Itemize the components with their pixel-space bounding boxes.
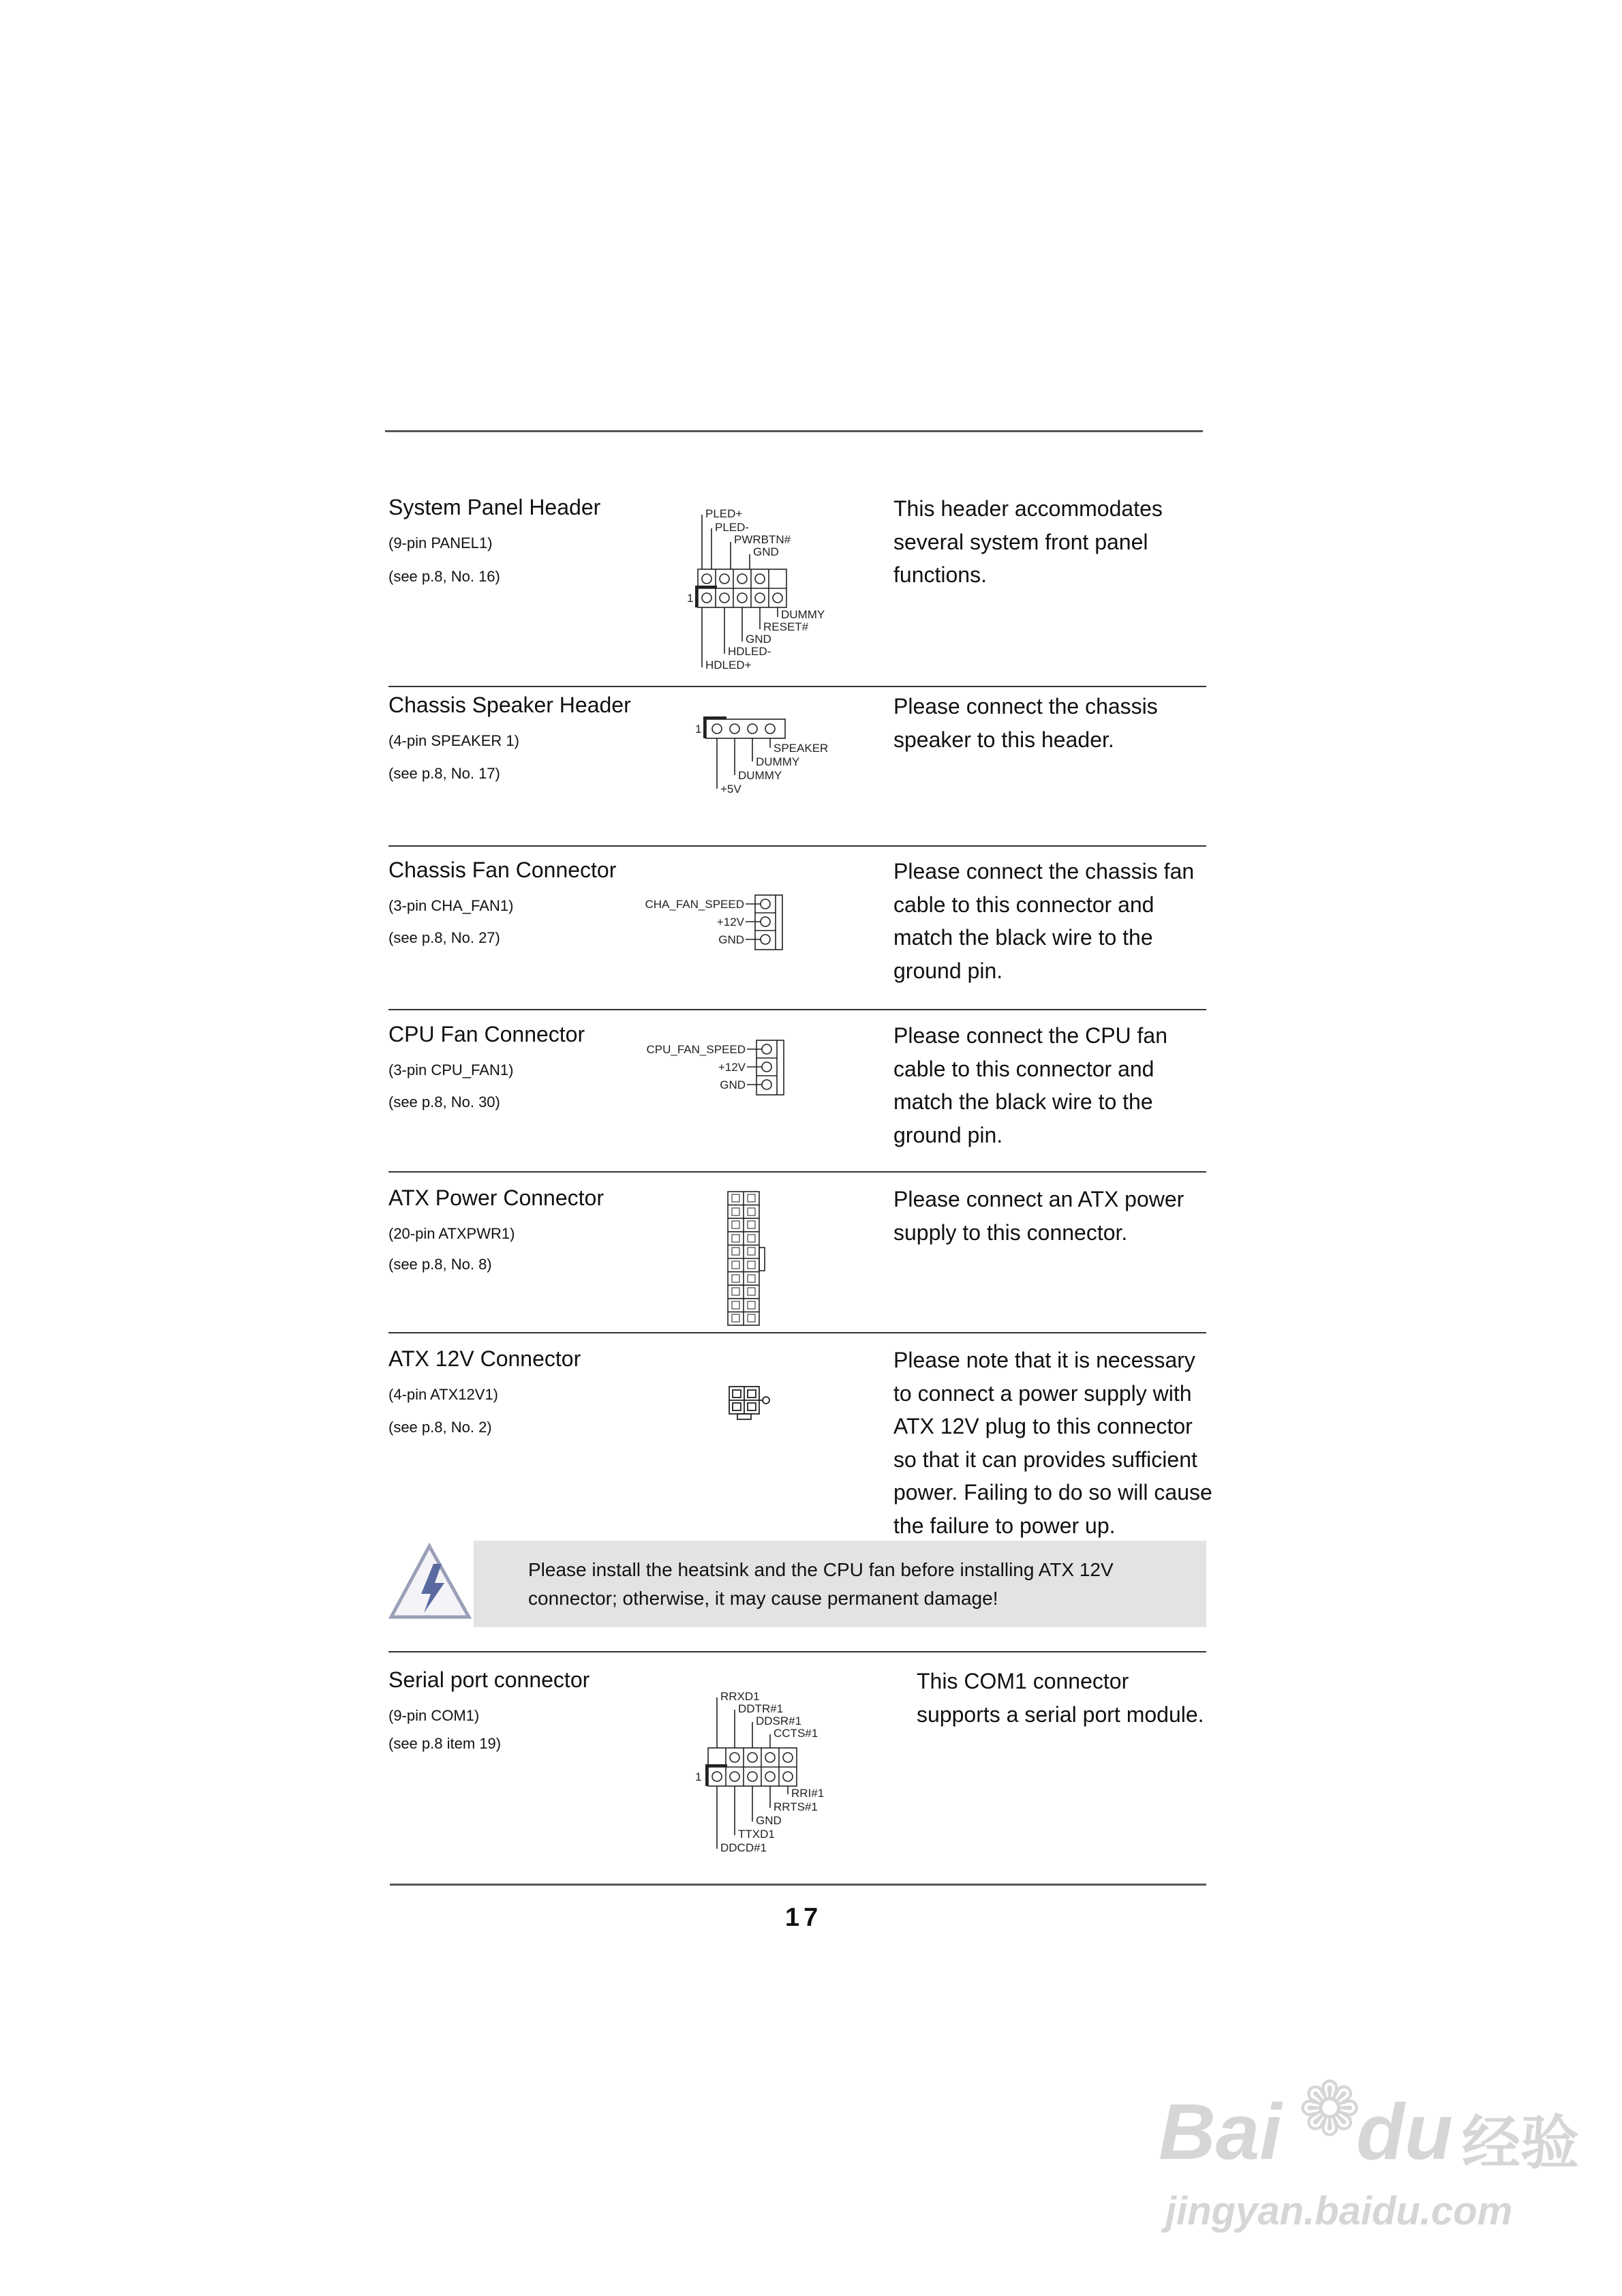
baidu-watermark <box>1159 2068 1595 2243</box>
section-divider <box>388 1332 1206 1333</box>
com-reference: (see p.8 item 19) <box>388 1735 502 1752</box>
atx-title: ATX Power Connector <box>388 1185 604 1210</box>
com-pin-label: RRI#1 <box>791 1787 825 1800</box>
section-divider <box>388 1171 1206 1173</box>
com-pin-label: DDTR#1 <box>738 1702 784 1715</box>
panel-pin-label: HDLED+ <box>705 659 752 671</box>
watermark-cn: 经验 <box>1462 2111 1579 2176</box>
section-divider <box>388 686 1206 687</box>
chafan-pin-label: +12V <box>716 916 744 928</box>
cpufan-reference: (see p.8, No. 30) <box>388 1093 500 1111</box>
atx-reference: (see p.8, No. 8) <box>388 1256 492 1273</box>
watermark-brand-2: du <box>1356 2087 1453 2176</box>
atx12v-connector-diagram <box>726 1384 774 1425</box>
watermark-url: jingyan.baidu.com <box>1165 2189 1513 2233</box>
com-pin-label: GND <box>756 1814 782 1827</box>
cpufan-subtitle: (3-pin CPU_FAN1) <box>388 1061 514 1078</box>
com-pin-label: RRTS#1 <box>774 1800 818 1813</box>
com-title: Serial port connector <box>388 1667 590 1692</box>
section-divider <box>388 1651 1206 1652</box>
chafan-subtitle: (3-pin CHA_FAN1) <box>388 897 514 914</box>
bottom-rule <box>390 1884 1206 1886</box>
panel-pin-label: DUMMY <box>781 608 825 621</box>
com-pin-label: CCTS#1 <box>774 1727 818 1740</box>
com-header-diagram <box>688 1684 866 1861</box>
panel-pin-label: GND <box>746 633 771 646</box>
chafan-description: Please connect the chassis fan cable to this connector and match the black wire to the ground pin. <box>893 859 1195 983</box>
panel-title: System Panel Header <box>388 495 601 519</box>
speaker-pin1-label: 1 <box>695 723 702 736</box>
speaker-pin-label: DUMMY <box>738 769 782 782</box>
atx-power-connector-diagram <box>722 1186 777 1329</box>
chafan-pin-label: GND <box>718 933 744 946</box>
atx12-subtitle: (4-pin ATX12V1) <box>388 1386 499 1403</box>
chafan-pin-label: CHA_FAN_SPEED <box>645 898 744 911</box>
panel-pin-label: PLED- <box>715 521 750 534</box>
atx-subtitle: (20-pin ATXPWR1) <box>388 1225 515 1242</box>
cpufan-connector-diagram <box>634 1035 811 1103</box>
cpufan-description: Please connect the CPU fan cable to this connector and match the black wire to the ground pin. <box>893 1023 1168 1147</box>
com-subtitle: (9-pin COM1) <box>388 1707 480 1724</box>
panel-pin1-label: 1 <box>687 592 694 605</box>
panel-pin-label: RESET# <box>763 620 809 633</box>
watermark-paw-icon: ❁ <box>1298 2068 1362 2151</box>
atx12-reference: (see p.8, No. 2) <box>388 1419 492 1436</box>
panel-description: This header accommodates several system front panel functions. <box>893 496 1163 587</box>
cpufan-pin-label: +12V <box>718 1061 746 1074</box>
com-pin1-label: 1 <box>695 1770 702 1783</box>
cpufan-title: CPU Fan Connector <box>388 1022 585 1046</box>
panel-reference: (see p.8, No. 16) <box>388 568 500 585</box>
atx12-description: Please note that it is necessary to connect a power supply with ATX 12V plug to this connector so that it can provides sufficient power. Failing to do so will cause the failure to power up. <box>893 1348 1212 1538</box>
com-description: This COM1 connector supports a serial port module. <box>917 1669 1204 1727</box>
atx12-title: ATX 12V Connector <box>388 1346 581 1371</box>
speaker-reference: (see p.8, No. 17) <box>388 765 500 782</box>
com-pin-label: RRXD1 <box>720 1690 760 1703</box>
speaker-header-diagram <box>688 712 845 801</box>
com-pin-label: TTXD1 <box>738 1828 775 1841</box>
panel-pin-label: PWRBTN# <box>734 533 791 546</box>
chafan-connector-diagram <box>634 890 811 958</box>
chafan-title: Chassis Fan Connector <box>388 858 617 882</box>
panel-pin-label: PLED+ <box>705 507 743 520</box>
com-pin-label: DDSR#1 <box>756 1715 802 1727</box>
speaker-pin-label: DUMMY <box>756 755 800 768</box>
speaker-title: Chassis Speaker Header <box>388 693 631 717</box>
atx-description: Please connect an ATX power supply to this connector. <box>893 1187 1184 1245</box>
chafan-reference: (see p.8, No. 27) <box>388 929 500 946</box>
speaker-description: Please connect the chassis speaker to this header. <box>893 694 1158 752</box>
cpufan-pin-label: GND <box>720 1078 746 1091</box>
panel-subtitle: (9-pin PANEL1) <box>388 534 493 552</box>
panel-pin-label: GND <box>753 545 779 558</box>
com-pin-label: DDCD#1 <box>720 1841 767 1854</box>
top-rule <box>385 430 1203 432</box>
warning-text: Please install the heatsink and the CPU fan before installing ATX 12V connector; otherwise, it may cause permanent damage! <box>528 1559 1114 1609</box>
section-divider <box>388 845 1206 847</box>
watermark-brand: Bai <box>1159 2087 1282 2176</box>
speaker-pin-label: +5V <box>720 783 741 796</box>
speaker-pin-label: SPEAKER <box>774 742 829 755</box>
speaker-subtitle: (4-pin SPEAKER 1) <box>388 732 519 749</box>
page-number: 17 <box>785 1903 823 1932</box>
panel-header-diagram <box>675 501 852 682</box>
panel-pin-label: HDLED- <box>728 645 771 658</box>
cpufan-pin-label: CPU_FAN_SPEED <box>646 1043 746 1056</box>
warning-icon <box>388 1541 477 1626</box>
section-divider <box>388 1009 1206 1010</box>
